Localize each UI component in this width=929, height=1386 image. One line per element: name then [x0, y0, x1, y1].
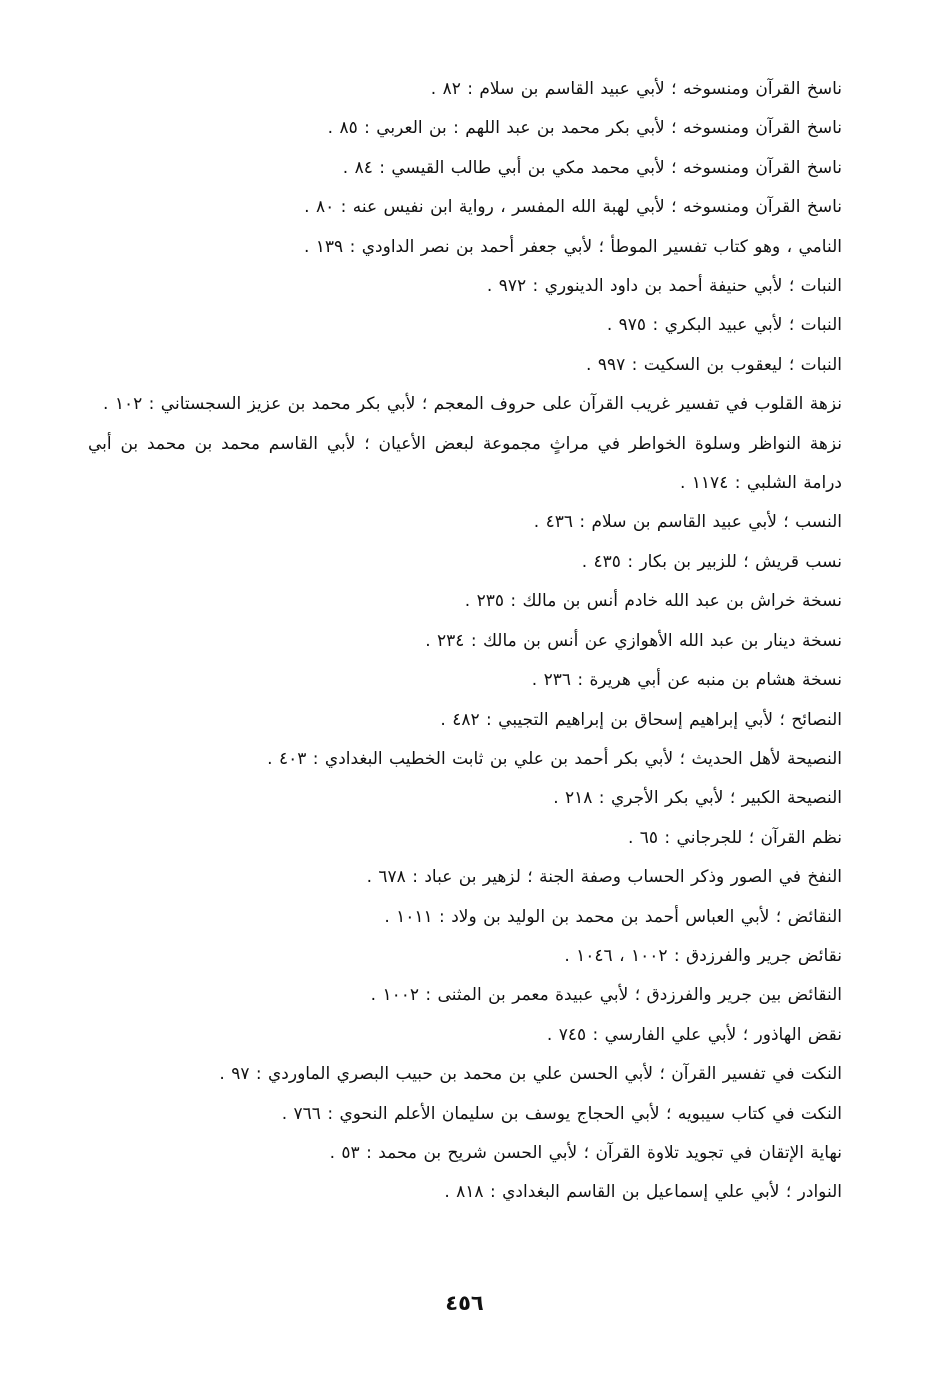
index-entry: ناسخ القرآن ومنسوخه ؛ لأبي بكر محمد بن عبد اللهم : بن العربي : ٨٥ . [327, 118, 842, 139]
index-entry: نسخة هشام بن منبه عن أبي هريرة : ٢٣٦ . [531, 670, 842, 691]
index-entry: نقض الهاذور ؛ لأبي علي الفارسي : ٧٤٥ . [546, 1024, 842, 1045]
index-entry: ناسخ القرآن ومنسوخه ؛ لأبي محمد مكي بن أبي طالب القيسي : ٨٤ . [342, 157, 842, 178]
index-entry: نسب قريش ؛ للزبير بن بكار : ٤٣٥ . [581, 551, 842, 572]
index-entry: نزهة النواظر وسلوة الخواطر في مراثٍ مجموعة لبعض الأعيان ؛ لأبي القاسم محمد بن محمد بن أبي درامة الشلبي : ١١٧٤ . [88, 433, 842, 494]
index-entry: النصيحة الكبير ؛ لأبي بكر الأجري : ٢١٨ . [553, 788, 842, 809]
index-entry: نهاية الإتقان في تجويد تلاوة القرآن ؛ لأبي الحسن شريح بن محمد : ٥٣ . [329, 1142, 842, 1163]
index-entry: النبات ؛ لأبي عبيد البكري : ٩٧٥ . [606, 315, 842, 336]
page-number: ٤٥٦ [445, 1291, 484, 1315]
index-entry: ناسخ القرآن ومنسوخه ؛ لأبي لهبة الله المفسر ، رواية ابن نفيس عنه : ٨٠ . [304, 197, 842, 218]
index-entry: النكت في كتاب سيبويه ؛ لأبي الحجاج يوسف بن سليمان الأعلم النحوي : ٧٦٦ . [281, 1103, 842, 1124]
index-entry: النسب ؛ لأبي عبيد القاسم بن سلام : ٤٣٦ . [533, 512, 842, 533]
index-entry: النقائض بين جرير والفرزدق ؛ لأبي عبيدة معمر بن المثنى : ١٠٠٢ . [370, 985, 842, 1006]
index-entry: نسخة دينار بن عبد الله الأهوازي عن أنس بن مالك : ٢٣٤ . [425, 630, 842, 651]
index-entry: النقائض ؛ لأبي العباس أحمد بن محمد بن الوليد بن ولاد : ١٠١١ . [384, 906, 842, 927]
index-entry: النصيحة لأهل الحديث ؛ لأبي بكر أحمد بن علي بن ثابت الخطيب البغدادي : ٤٠٣ . [267, 748, 842, 769]
index-entry: نقائض جرير والفرزدق : ١٠٠٢ ، ١٠٤٦ . [564, 945, 842, 966]
index-entry: نسخة خراش بن عبد الله خادم أنس بن مالك : ٢٣٥ . [464, 591, 842, 612]
index-entry: النبات ؛ لأبي حنيفة أحمد بن داود الدينوري : ٩٧٢ . [486, 276, 842, 297]
index-entry: النوادر ؛ لأبي علي إسماعيل بن القاسم البغدادي : ٨١٨ . [444, 1182, 842, 1203]
index-entry: النبات ؛ ليعقوب بن السكيت : ٩٩٧ . [586, 354, 842, 375]
index-entry: النفخ في الصور وذكر الحساب وصفة الجنة ؛ لزهير بن عباد : ٦٧٨ . [366, 867, 842, 888]
index-entry: ناسخ القرآن ومنسوخه ؛ لأبي عبيد القاسم بن سلام : ٨٢ . [430, 79, 842, 99]
index-entry: نزهة القلوب في تفسير غريب القرآن على حروف المعجم ؛ لأبي بكر محمد بن عزيز السجستاني : ١٠٢ . [103, 394, 842, 415]
index-entry: نظم القرآن ؛ للجرجاني : ٦٥ . [627, 827, 842, 848]
index-entry: النصائح ؛ لأبي إبراهيم إسحاق بن إبراهيم التجيبي : ٤٨٢ . [440, 709, 842, 730]
index-entry: النكت في تفسير القرآن ؛ لأبي الحسن علي بن محمد بن حبيب البصري الماوردي : ٩٧ . [219, 1064, 842, 1085]
index-entry: النامي ، وهو كتاب تفسير الموطأ ؛ لأبي جعفر أحمد بن نصر الداودي : ١٣٩ . [303, 236, 842, 257]
index-list [88, 70, 842, 1213]
